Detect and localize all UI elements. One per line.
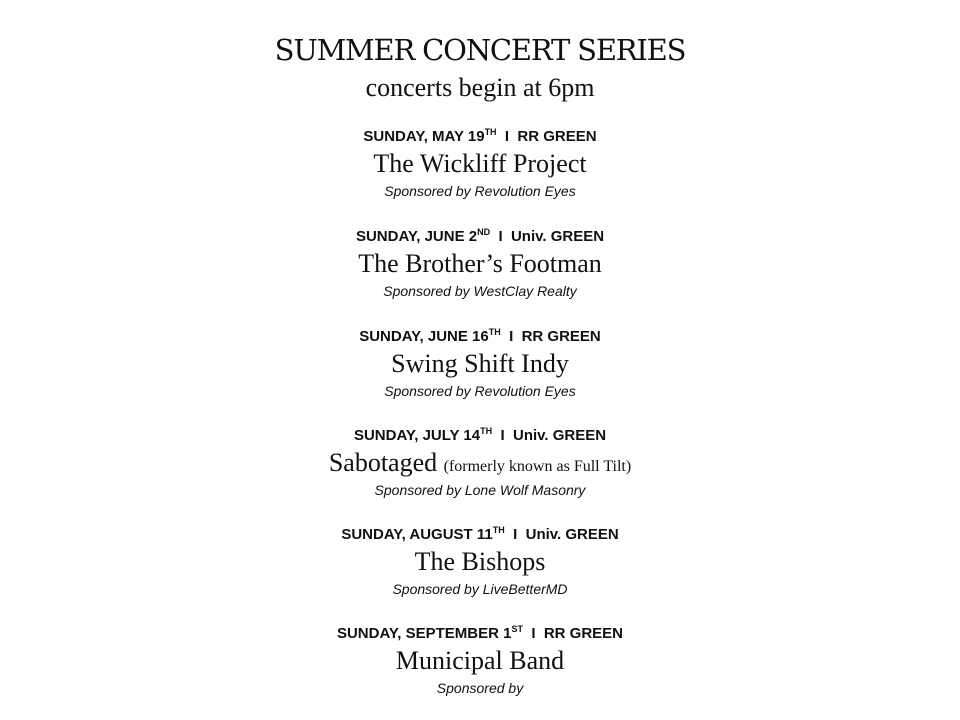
band-name: Municipal Band — [395, 646, 565, 675]
concert-location: RR GREEN — [543, 625, 624, 642]
concert-date: SUNDAY, AUGUST 11 — [341, 526, 493, 543]
band-name-line — [0, 248, 960, 280]
concert-date-line — [0, 226, 960, 248]
concert-sponsor: Sponsored by LiveBetterMD — [392, 581, 568, 597]
concert-entry — [0, 326, 960, 402]
concert-sponsor: Sponsored by — [436, 680, 524, 696]
date-ordinal-suffix: TH — [488, 327, 501, 337]
concert-date-line — [0, 425, 960, 447]
concert-location: Univ. GREEN — [512, 427, 607, 444]
page-title: SUMMER CONCERT SERIES — [274, 33, 686, 67]
concert-location: RR GREEN — [521, 328, 601, 345]
concert-entry — [0, 524, 960, 600]
concert-sponsor: Sponsored by WestClay Realty — [383, 283, 577, 299]
concert-location: RR GREEN — [517, 128, 597, 145]
band-name: The Bishops — [414, 547, 546, 576]
date-ordinal-suffix: ST — [511, 624, 523, 634]
concert-date: SUNDAY, MAY 19 — [363, 128, 485, 145]
concert-entry — [0, 226, 960, 302]
band-note: (formerly known as Full Tilt) — [443, 458, 632, 475]
separator: I — [509, 328, 514, 345]
band-name-line — [0, 645, 960, 677]
band-name-line — [0, 546, 960, 578]
concert-sponsor: Sponsored by Revolution Eyes — [384, 383, 576, 399]
separator: I — [500, 427, 505, 444]
concert-sponsor: Sponsored by Revolution Eyes — [384, 183, 576, 199]
concert-date: SUNDAY, SEPTEMBER 1 — [336, 625, 512, 642]
concert-location: Univ. GREEN — [525, 526, 619, 543]
concert-date: SUNDAY, JUNE 2 — [355, 228, 478, 245]
concert-entry — [0, 126, 960, 202]
date-ordinal-suffix: TH — [484, 127, 497, 137]
concert-date-line — [0, 326, 960, 348]
concert-sponsor: Sponsored by Lone Wolf Masonry — [374, 482, 586, 498]
page-subtitle: concerts begin at 6pm — [365, 73, 595, 102]
separator: I — [531, 625, 536, 642]
band-name: The Wickliff Project — [373, 149, 587, 178]
concert-location: Univ. GREEN — [510, 228, 605, 245]
concert-entry — [0, 623, 960, 699]
separator: I — [504, 128, 510, 145]
band-name: Sabotaged — [328, 448, 438, 477]
concert-date-line — [0, 623, 960, 645]
concert-entry — [0, 425, 960, 501]
band-name-line — [0, 447, 960, 479]
date-ordinal-suffix: TH — [492, 525, 505, 535]
concert-date-line — [0, 524, 960, 546]
band-name: Swing Shift Indy — [391, 349, 569, 378]
separator: I — [498, 228, 503, 245]
band-name-line — [0, 148, 960, 180]
concert-date-line — [0, 126, 960, 148]
concert-date: SUNDAY, JULY 14 — [353, 427, 481, 444]
separator: I — [513, 526, 518, 543]
band-name: The Brother’s Footman — [358, 249, 602, 278]
concert-date: SUNDAY, JUNE 16 — [359, 328, 489, 345]
date-ordinal-suffix: ND — [477, 227, 491, 237]
date-ordinal-suffix: TH — [480, 426, 493, 436]
band-name-line — [0, 348, 960, 380]
